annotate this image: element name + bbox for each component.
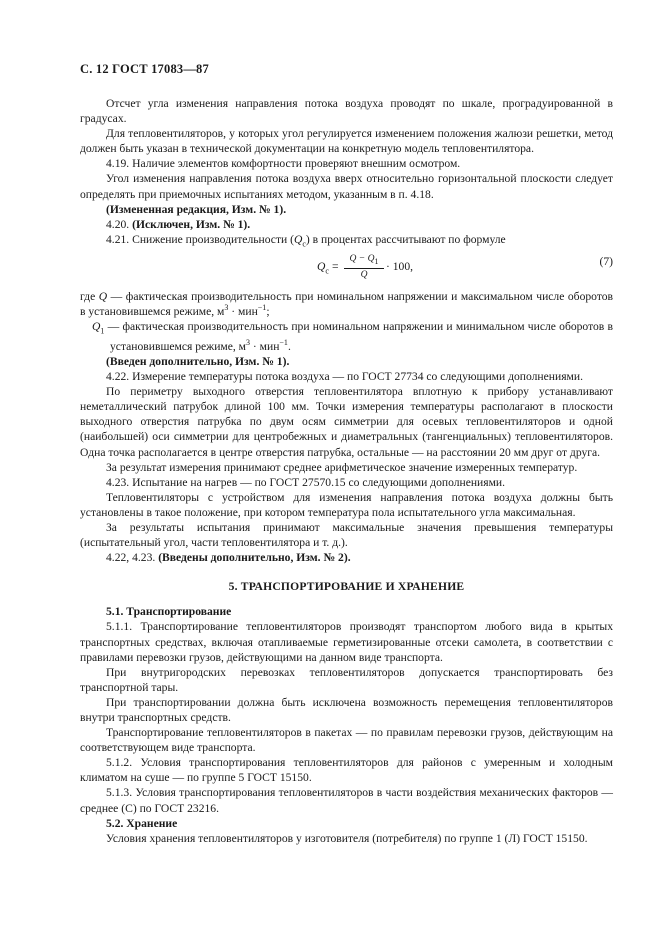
paragraph: Транспортирование тепловентиляторов в пакетах — по правилам перевозки грузов, действующим на соответствующем виде транспорта. bbox=[80, 726, 613, 755]
text-run: 4.21. Снижение производительности ( bbox=[106, 232, 294, 246]
clause-number: 4.20. bbox=[106, 217, 130, 231]
paragraph: За результаты испытания принимают максимальные значения превышения температуры (испытательный угол, части тепловентилятора и т. д.). bbox=[80, 520, 613, 550]
variable: Q bbox=[293, 232, 303, 246]
amendment-note: (Введены дополнительно, Изм. № 2). bbox=[158, 551, 351, 565]
variable: Q bbox=[92, 320, 101, 334]
formula-number: (7) bbox=[599, 255, 613, 269]
page-content bbox=[80, 96, 613, 846]
text-run: · мин bbox=[228, 305, 258, 319]
subscript: 1 bbox=[100, 326, 105, 336]
subscript: с bbox=[302, 239, 306, 249]
paragraph: 4.22. Измерение температуры потока воздуха — по ГОСТ 27734 со следующими дополнениями. bbox=[106, 370, 583, 384]
formula-lhs bbox=[317, 259, 329, 278]
superscript: −1 bbox=[257, 303, 267, 313]
subscript: с bbox=[325, 266, 329, 276]
definition-q bbox=[80, 289, 613, 319]
text-run: — фактическая производительность при номинальном напряжении и минимальном числе оборотов в установившемся режиме, м bbox=[104, 320, 613, 353]
paragraph: 5.1.3. Условия транспортирования тепловентиляторов в части воздействия механических факторов — среднее (С) по ГОСТ 23216. bbox=[80, 786, 613, 815]
text-run: ) в процентах рассчитывают по формуле bbox=[305, 232, 506, 246]
variable: Q bbox=[98, 290, 108, 304]
text-run: . bbox=[287, 339, 291, 353]
paragraph: По периметру выходного отверстия тепловентилятора вплотную к прибору устанавливают неметаллический патрубок длиной 100 мм. Точки измерения температуры располагают в плоскости выходного отверстия патрубка по двум осям симметрии для осевых тепловентиляторов и одной (наибольшей) оси симметрии для центробежных и диаметральных (тангенциальных) тепловентиляторов. Одна точка располагается в центре отверстия патрубка, остальные — на расстоянии 20 мм друг от друга. bbox=[80, 385, 613, 459]
paragraph bbox=[80, 232, 613, 251]
superscript: −1 bbox=[279, 337, 288, 347]
subsection-heading: 5.2. Хранение bbox=[106, 816, 178, 830]
formula-multiplier: · 100, bbox=[386, 260, 414, 274]
paragraph: При внутригородских перевозках тепловентиляторов допускается транспортировать без транспортной тары. bbox=[80, 665, 613, 694]
variable: Q bbox=[317, 260, 326, 274]
paragraph: Угол изменения направления потока воздуха вверх относительно горизонтальной плоскости следует определять при приемочных испытаниях методом, указанным в п. 4.18. bbox=[80, 172, 613, 201]
amendment-note: (Введен дополнительно, Изм. № 1). bbox=[106, 354, 290, 368]
paragraph: Условия хранения тепловентиляторов у изготовителя (потребителя) по группе 1 (Л) ГОСТ 15150. bbox=[106, 831, 588, 845]
section-heading: 5. ТРАНСПОРТИРОВАНИЕ И ХРАНЕНИЕ bbox=[228, 580, 465, 594]
definition-q1 bbox=[80, 319, 613, 354]
formula-7 bbox=[80, 254, 613, 284]
subsection-heading: 5.1. Транспортирование bbox=[106, 605, 232, 619]
subscript: 1 bbox=[374, 257, 379, 267]
text-run: ; bbox=[266, 305, 270, 319]
amendment-line bbox=[80, 550, 613, 565]
paragraph: Тепловентиляторы с устройством для изменения направления потока воздуха должны быть установлены в такое положение, при котором температура пола испытательного угла максимальная. bbox=[80, 490, 613, 519]
page-header: С. 12 ГОСТ 17083—87 bbox=[80, 62, 209, 76]
paragraph: 4.19. Наличие элементов комфортности проверяют внешним осмотром. bbox=[106, 157, 461, 171]
fraction-numerator bbox=[344, 254, 384, 269]
paragraph: 5.1.2. Условия транспортирования тепловентиляторов для районов с умеренным и холодным климатом на суше — по группе 5 ГОСТ 15150. bbox=[80, 756, 613, 785]
fraction bbox=[344, 254, 384, 281]
text-run: — фактическая производительность при номинальном напряжении и максимальном числе оборотов в установившемся режиме, м bbox=[80, 290, 614, 319]
superscript: 3 bbox=[224, 303, 229, 313]
paragraph: Для тепловентиляторов, у которых угол регулируется изменением положения жалюзи решетки, метод должен быть указан в технической документации на конкретную модель тепловентилятора. bbox=[80, 127, 613, 156]
paragraph: Отсчет угла изменения направления потока воздуха проводят по шкале, проградуированной в градусах. bbox=[80, 97, 613, 126]
clause-number: 4.22, 4.23. bbox=[106, 551, 156, 565]
paragraph-excluded bbox=[80, 217, 613, 232]
text-run: · мин bbox=[250, 339, 280, 353]
paragraph: 4.23. Испытание на нагрев — по ГОСТ 27570.15 со следующими дополнениями. bbox=[106, 475, 506, 489]
numerator-text: Q − Q bbox=[349, 254, 375, 265]
paragraph: 5.1.1. Транспортирование тепловентиляторов производят транспортом любого вида в крытых транспортных средствах, включая отапливаемые герметизированные отсеки самолета, в соответствии с правилами перевозки грузов, действующими на данном виде транспорта. bbox=[80, 620, 613, 664]
equals-sign: = bbox=[332, 260, 339, 274]
fraction-denominator: Q bbox=[360, 270, 368, 281]
superscript: 3 bbox=[246, 337, 251, 347]
paragraph: За результат измерения принимают среднее арифметическое значение измеренных температур. bbox=[106, 460, 578, 474]
amendment-note: (Измененная редакция, Изм. № 1). bbox=[106, 202, 287, 216]
text-run: где bbox=[80, 290, 99, 304]
paragraph: При транспортировании должна быть исключена возможность перемещения тепловентиляторов внутри транспортных средств. bbox=[80, 695, 613, 724]
amendment-note: (Исключен, Изм. № 1). bbox=[132, 217, 251, 231]
